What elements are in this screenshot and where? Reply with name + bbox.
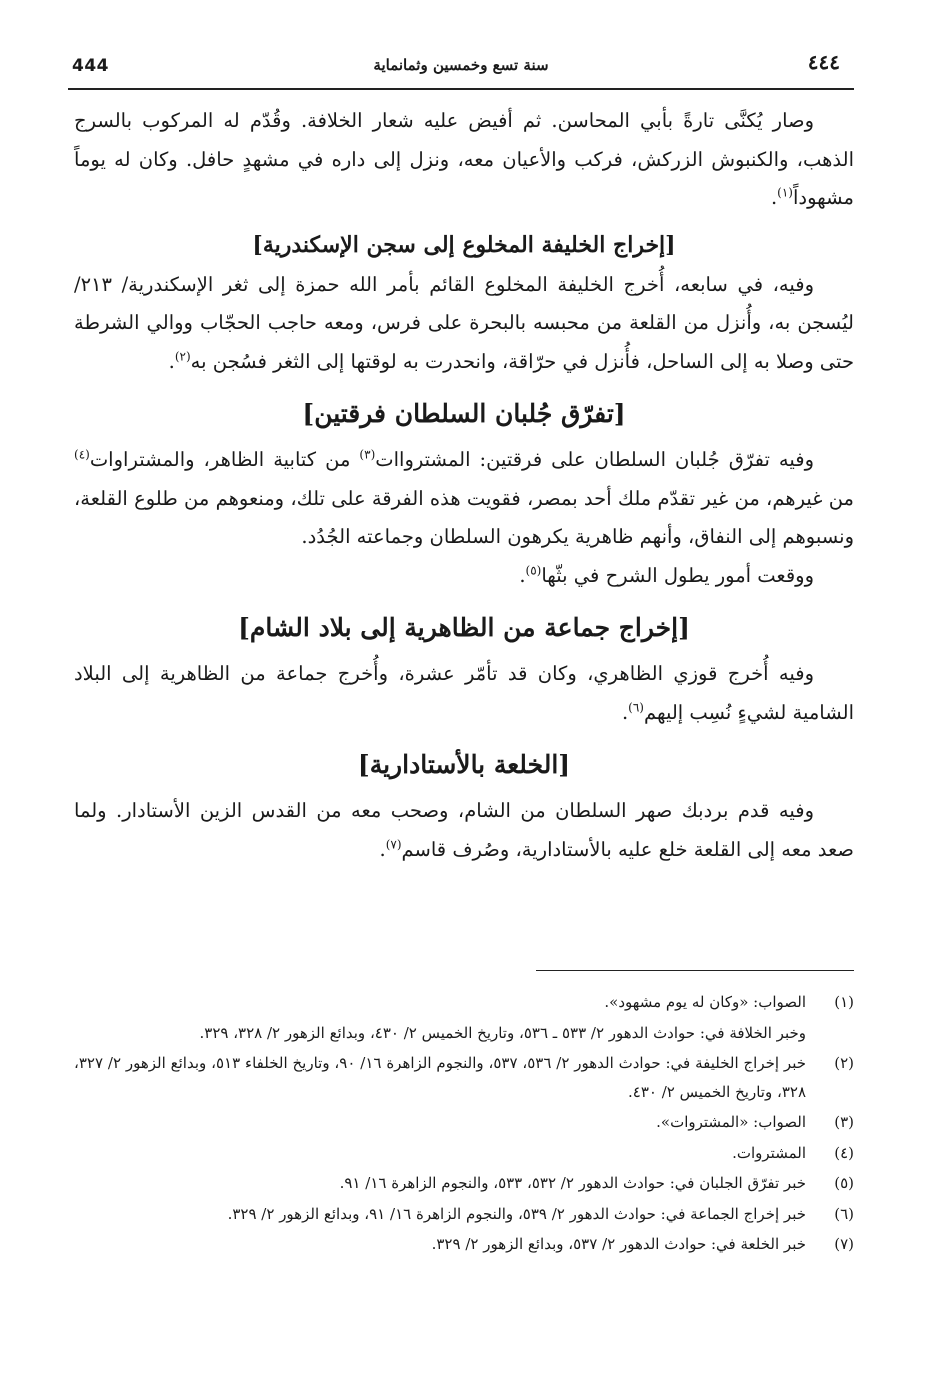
footnote-6	[74, 1200, 854, 1229]
heading-julban-split: [تفرّق جُلبان السلطان فرقتين]	[302, 399, 626, 428]
running-header	[68, 44, 854, 84]
paragraph-1	[74, 102, 854, 218]
paragraph-1-text: وصار يُكنَّى تارةً بأبي المحاسن. ثم أفيض عليه شعار الخلافة. وقُدّم له المركوب بالسرج الذهب، والكنبوش الزركش، فركب والأعيان معه، ونزل إلى داره في مشهدٍ حافل. وكان له يوماً مشهوداً	[74, 109, 854, 209]
footnote-number: (٥)	[834, 1174, 854, 1192]
footnote-2	[74, 1049, 854, 1106]
footnote-number: (٦)	[834, 1204, 854, 1223]
footnote-ref-5: (٥)	[525, 563, 542, 577]
paragraph-5-text: وفيه أُخرج قوزي الظاهري، وكان قد تأمّر عشرة، وأُخرج جماعة من الظاهرية إلى البلاد الشامية لشيءٍ نُسِب إليهم	[74, 662, 854, 724]
footnote-ref-3: (٣)	[359, 447, 376, 462]
footnote-ref-7: (٧)	[385, 837, 402, 851]
paragraph-4-end: .	[519, 563, 526, 587]
footnote-number: (٣)	[834, 1113, 854, 1131]
book-page	[68, 44, 854, 1253]
page-number-latin: 444	[72, 56, 109, 76]
paragraph-6-text: وفيه قدم بردبك صهر السلطان من الشام، وصحب معه من القدس الزين الأستادار. ولما صعد معه إلى القلعة خلع عليه بالأستادارية، وصُرف قاسم	[74, 799, 854, 861]
paragraph-3	[74, 441, 854, 557]
footnote-5	[74, 1169, 854, 1198]
paragraph-4-text: ووقعت أمور يطول الشرح في بثّها	[541, 563, 814, 587]
footnote-1	[74, 988, 854, 1017]
running-title: سنة تسع وخمسين وثمانماية	[373, 56, 549, 74]
footnote-1-continued	[74, 1019, 854, 1048]
heading-zahiriyya-expulsion: [إخراج جماعة من الظاهرية إلى بلاد الشام]	[238, 613, 690, 642]
paragraph-3-text-c: من غيرهم، من غير تقدّم ملك أحد بمصر، فقويت هذه الفرقة على تلك، ومنعوهم من طلوع القلعة، ونسبوهم إلى النفاق، وأنهم ظاهرية يكرهون السلطان وجماعته الجُدُد.	[74, 486, 854, 548]
paragraph-3-text-a: وفيه تفرّق جُلبان السلطان على فرقتين: المشترواات	[375, 448, 814, 471]
paragraph-5-end: .	[621, 700, 629, 724]
footnote-number: (٤)	[834, 1143, 854, 1162]
footnote-text: المشتروات.	[732, 1143, 806, 1162]
footnotes	[74, 988, 854, 1261]
page-number-arabic: ٤٤٤	[807, 50, 840, 74]
footnote-7	[74, 1230, 854, 1259]
heading-caliph-exile: [إخراج الخليفة المخلوع إلى سجن الإسكندرية]	[252, 231, 676, 258]
footnote-number: (٢)	[834, 1054, 854, 1072]
paragraph-4	[74, 557, 854, 596]
paragraph-2-text: وفيه، في سابعه، أُخرج الخليفة المخلوع القائم بأمر الله حمزة إلى ثغر الإسكندرية/ ٢١٣/ ليُسجن به، وأُنزل من القلعة من محبسه بالبحرة على فرس، ومعه حاجب الحجّاب ووالي الشرطة حتى وصلا به إلى الساحل، فأُنزل في حرّاقة، وانحدرت به لوقتها إلى الثغر فسُجن به	[74, 272, 854, 373]
footnote-separator	[536, 970, 854, 971]
header-rule	[68, 88, 854, 90]
paragraph-1-end: .	[770, 186, 778, 209]
main-text	[74, 102, 854, 869]
footnote-3	[74, 1108, 854, 1137]
footnote-text: الصواب: «المشتروات».	[656, 1113, 806, 1131]
footnote-number: (٧)	[834, 1235, 854, 1253]
footnote-text: خبر إخراج الخليفة في: حوادث الدهور ٢/ ٥٣٦، ٥٣٧، والنجوم الزاهرة ١٦/ ٩٠، وتاريخ الخلفاء ٥١٣، وبدائع الزهور ٢/ ٣٢٧، ٣٢٨، وتاريخ الخميس ٢/ ٤٣٠.	[74, 1054, 806, 1101]
footnote-4	[74, 1139, 854, 1168]
footnote-text: خبر تفرّق الجلبان في: حوادث الدهور ٢/ ٥٣٢، ٥٣٣، والنجوم الزاهرة ١٦/ ٩١.	[339, 1174, 806, 1192]
footnote-number: (١)	[834, 993, 854, 1011]
heading-ustadariyya-robe: [الخلعة بالأستادارية]	[357, 750, 571, 779]
footnote-text: خبر إخراج الجماعة في: حوادث الدهور ٢/ ٥٣٩، والنجوم الزاهرة ١٦/ ٩١، وبدائع الزهور ٢/ ٣٢٩.	[227, 1204, 806, 1223]
footnote-text: خبر الخلعة في: حوادث الدهور ٢/ ٥٣٧، وبدائع الزهور ٢/ ٣٢٩.	[431, 1235, 806, 1253]
footnote-ref-1: (١)	[777, 185, 793, 200]
footnote-ref-2: (٢)	[174, 349, 191, 363]
paragraph-2	[74, 266, 854, 382]
footnote-ref-6: (٦)	[628, 700, 644, 714]
paragraph-6	[74, 792, 854, 869]
paragraph-3-text-b: من كتابية الظاهر، والمشتراوات	[89, 448, 360, 471]
footnote-text: الصواب: «وكان له يوم مشهود».	[604, 993, 806, 1011]
paragraph-2-end: .	[168, 349, 175, 373]
footnote-text: وخبر الخلافة في: حوادث الدهور ٢/ ٥٣٣ ـ ٥٣٦، وتاريخ الخميس ٢/ ٤٣٠، وبدائع الزهور ٢/ ٣٢٨، ٣٢٩.	[199, 1023, 806, 1042]
paragraph-6-end: .	[379, 837, 386, 861]
paragraph-5	[74, 655, 854, 732]
footnote-ref-4: (٤)	[74, 447, 90, 462]
